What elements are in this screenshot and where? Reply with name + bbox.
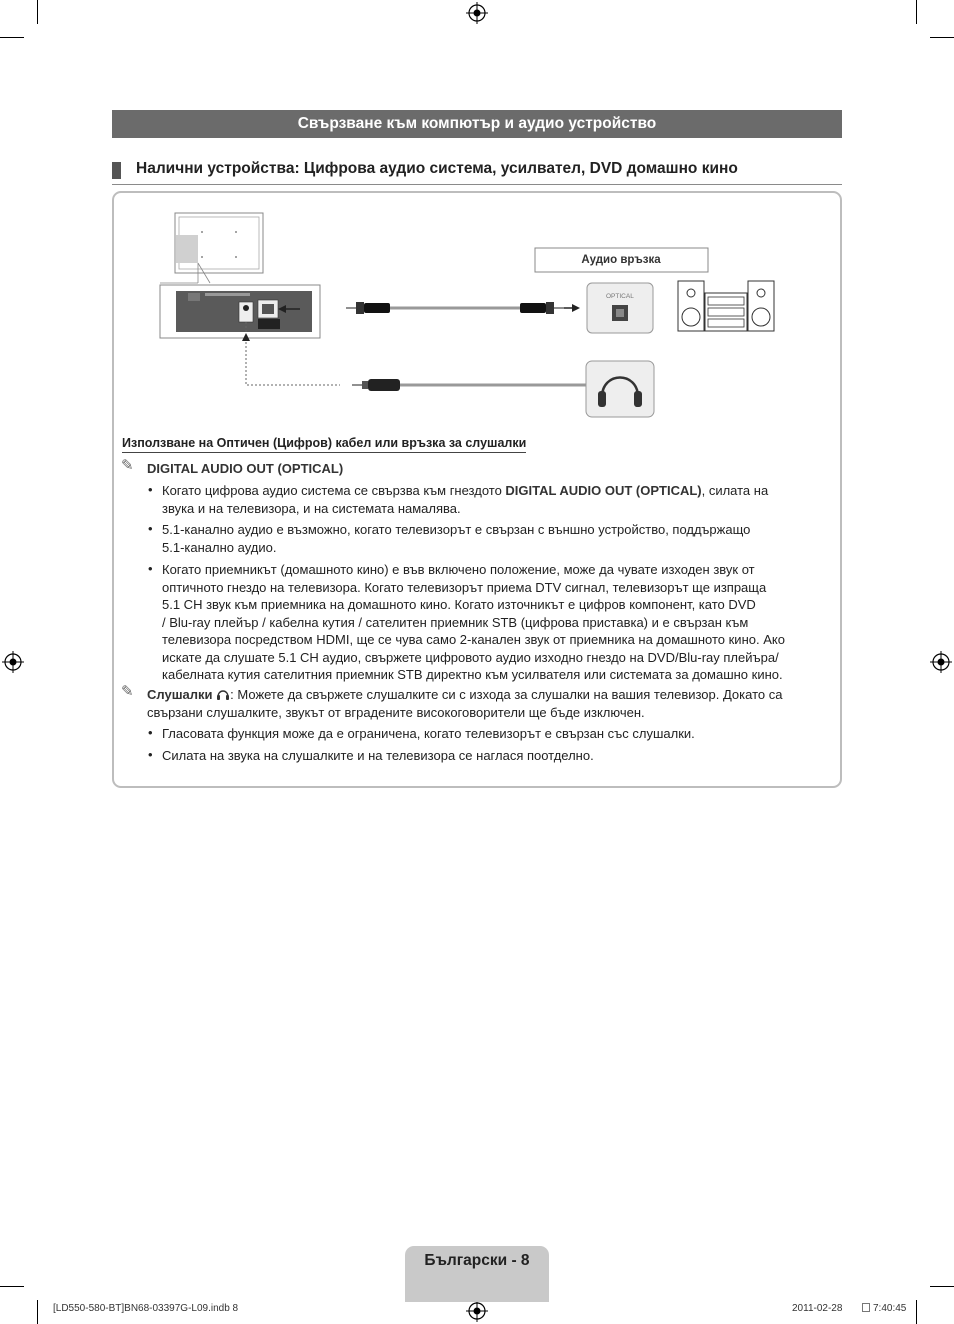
pencil-note-icon: ✎ — [121, 457, 134, 474]
bullet-item — [162, 521, 832, 556]
file-info: [LD550-580-BT]BN68-03397G-L09.indb 8 — [53, 1303, 239, 1314]
bullet-text: звука и на телевизора, и на системата намалява. — [162, 500, 461, 516]
crop-mark — [37, 0, 38, 24]
crop-mark — [930, 1286, 954, 1287]
headphone-cable — [352, 379, 586, 391]
crop-mark — [0, 1286, 24, 1287]
pencil-note-icon: ✎ — [121, 683, 134, 700]
note-title-text: DIGITAL AUDIO OUT (OPTICAL) — [147, 461, 344, 476]
bullet-bold-text: DIGITAL AUDIO OUT (OPTICAL) — [505, 483, 702, 498]
bullet-dot: • — [148, 482, 153, 497]
optical-receiver — [587, 283, 653, 333]
sub-heading — [112, 158, 842, 185]
audio-connection-label: Аудио връзка — [581, 254, 661, 266]
bullet-text: Когато цифрова аудио система се свързва към гнездото — [162, 483, 506, 498]
note-text: свързани слушалките, звукът от вградените високоговорители ще бъде изключен. — [147, 705, 645, 720]
note-title-text: Слушалки — [147, 687, 213, 702]
bullet-text: Гласовата функция може да е ограничена, когато телевизорът е свързан със слушалки. — [162, 726, 695, 741]
section-title-bar — [112, 110, 842, 138]
sub-heading-title: Налични устройства: Цифрова аудио система, усилвател, DVD домашно кино — [136, 160, 738, 177]
audio-system-icon — [678, 281, 774, 331]
bullet-text: оптичното гнездо на телевизора. Когато телевизорът приема DTV сигнал, телевизорът ще изпраща — [162, 579, 767, 595]
registration-mark-icon — [466, 1300, 488, 1322]
registration-mark-icon — [2, 651, 24, 673]
bullet-text: искате да слушате 5.1 CH аудио, свържете цифровото аудио изходно гнездо на DVD/Blu-ray плейъра/ — [162, 649, 779, 665]
crop-mark — [37, 1300, 38, 1324]
page-number: Български - 8 — [424, 1252, 530, 1269]
bullet-dot: • — [148, 747, 153, 762]
print-time — [862, 1303, 906, 1314]
bullet-text: кабелната кутия сателитния приемник STB директно към усилвателя или системата за домашно кино. — [162, 667, 783, 682]
headphones-note — [147, 686, 832, 706]
headphones-icon — [216, 688, 230, 706]
tv-port-panel — [160, 285, 320, 338]
bullet-text: Силата на звука на слушалките и на телевизора се наглася поотделно. — [162, 748, 594, 763]
connection-diagram — [150, 205, 800, 425]
bullet-item — [162, 482, 832, 517]
heading-marker — [112, 162, 121, 179]
clock-icon — [862, 1303, 870, 1312]
bullet-text: 5.1-канално аудио е възможно, когато телевизорът е свързан с външно устройство, поддържащо — [162, 522, 751, 537]
note-text: : Можете да свържете слушалките си с изхода за слушалки на вашия телевизор. Докато са — [230, 687, 783, 702]
bullet-text: телевизора посредством HDMI, ще се чува само 2-канален звук от приемника на домашното кино. Ако — [162, 632, 785, 647]
bullet-dot: • — [148, 521, 153, 536]
note-title — [147, 460, 343, 478]
bullet-text: 5.1 CH звук към приемника на домашното кино. Когато източникът е цифров компонент, като DVD — [162, 597, 756, 612]
registration-mark-icon — [930, 651, 952, 673]
registration-mark-icon — [466, 2, 488, 24]
headphones-icon — [586, 361, 654, 417]
print-time-text: 7:40:45 — [873, 1303, 907, 1314]
bullet-dot: • — [148, 725, 153, 740]
bullet-text: Когато приемникът (домашното кино) е във включено положение, може да чувате изходен звук от — [162, 562, 755, 577]
optical-label: OPTICAL — [606, 293, 634, 300]
crop-mark — [0, 37, 24, 38]
crop-mark — [930, 37, 954, 38]
tv-rear-panel — [160, 213, 263, 283]
bullet-text: , силата на — [701, 483, 769, 498]
bullet-text: / Blu-ray плейър / кабелна кутия / сателитен приемник STB (цифрова приставка) и е свързан към — [162, 614, 749, 630]
bullet-item — [162, 561, 832, 684]
crop-mark — [916, 1300, 917, 1324]
optical-cable — [346, 302, 564, 314]
arrow-icon — [572, 304, 580, 312]
crop-mark — [916, 0, 917, 24]
print-date: 2011-02-28 — [792, 1303, 843, 1314]
bullet-dot: • — [148, 561, 153, 576]
section-title: Свързване към компютър и аудио устройство — [297, 115, 657, 132]
bullet-text: 5.1-канално аудио. — [162, 539, 277, 555]
caption-heading: Използване на Оптичен (Цифров) кабел или връзка за слушалки — [122, 436, 526, 453]
